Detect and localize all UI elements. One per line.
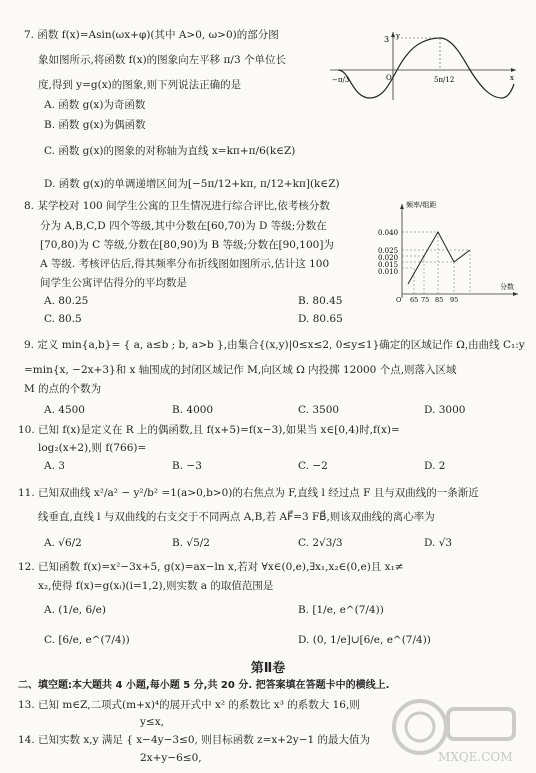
q7-line1: 7. 函数 f(x)=Asin(ωx+φ)(其中 A>0, ω>0)的部分图 (24, 29, 279, 41)
q8-chart-xtick: 95 (450, 296, 459, 303)
q9-option-b: B. 4000 (172, 404, 214, 416)
q8-option-c: C. 80.5 (44, 313, 82, 325)
q7-graph-origin: O (386, 74, 392, 82)
q11-line2: 线垂直,直线 l 与双曲线的右支交于不同两点 A,B,若 AF⃗=3 FB⃗,则该双曲线的离心率为 (38, 511, 435, 523)
q8-option-d: D. 80.65 (298, 313, 343, 325)
q8-chart-ytick: 0.010 (378, 268, 399, 276)
q8-chart-xlabel: 分数 (500, 283, 514, 291)
q14-constraint-1: y≤x, (140, 716, 164, 728)
part-two-heading: 第Ⅱ卷 (250, 661, 286, 676)
q12-option-a: A. (1/e, 6/e) (44, 604, 106, 616)
q8-option-a: A. 80.25 (44, 295, 89, 307)
q11-option-b: B. √5/2 (172, 537, 210, 549)
q10-option-b: B. −3 (172, 460, 202, 472)
q8-chart-ylabel: 频率/组距 (406, 201, 437, 209)
q7-graph-ytick: 3 (384, 35, 390, 44)
q7-graph-xtick-1: −π/3 (332, 76, 350, 84)
q10-option-c: C. −2 (298, 460, 328, 472)
q8-option-b: B. 80.45 (298, 295, 343, 307)
q7-option-c: C. 函数 g(x)的图象的对称轴为直线 x=kπ+π/6(k∈Z) (44, 145, 296, 157)
q7-line3: 度,得到 y=g(x)的图象,则下列说法正确的是 (38, 79, 242, 91)
watermark-logo (378, 687, 528, 767)
q14-text: 14. 已知实数 x,y 满足 { x−4y−3≤0, 则目标函数 z=x+2y−1 的最大值为 (18, 734, 371, 746)
q7-graph-xaxis-label: x (510, 74, 514, 82)
q11-line1: 11. 已知双曲线 x²/a² − y²/b² =1(a>0,b>0)的右焦点为 F,直线 l 经过点 F 且与双曲线的一条渐近 (18, 487, 479, 499)
q10-option-a: A. 3 (44, 460, 65, 472)
q8-chart-xtick: 65 (410, 296, 419, 303)
q10-line2: log₂(x+2),则 f(766)= (38, 442, 147, 454)
q9-option-a: A. 4500 (44, 404, 85, 416)
q12-option-b: B. [1/e, e^(7/4)) (298, 604, 384, 616)
q8-line4: A 等级. 考核评估后,得其频率分布折线图如图所示,估计这 100 (40, 258, 330, 270)
q8-chart-ytick: 0.015 (378, 261, 399, 269)
q10-option-d: D. 2 (424, 460, 446, 472)
q8-chart-ytick: 0.040 (378, 229, 399, 237)
q7-line2: 象如图所示,将函数 f(x)的图象向左平移 π/3 个单位长 (38, 54, 286, 66)
q7-option-a: A. 函数 g(x)为奇函数 (44, 99, 146, 111)
section-heading: 二、填空题:本大题共 4 小题,每小题 5 分,共 20 分. 把答案填在答题卡中的横线上. (18, 680, 390, 691)
q7-option-d: D. 函数 g(x)的单调递增区间为[−5π/12+kπ, π/12+kπ](k∈Z) (44, 178, 340, 190)
q10-line1: 10. 已知 f(x)是定义在 R 上的偶函数,且 f(x+5)=f(x−3),如果当 x∈[0,4)时,f(x)= (18, 424, 400, 436)
q8-chart-xtick: 85 (435, 296, 444, 303)
q8-line1: 8. 某学校对 100 间学生公寓的卫生情况进行综合评比,依考核分数 (24, 200, 330, 212)
q7-option-b: B. 函数 g(x)为偶函数 (44, 119, 146, 131)
q8-frequency-polygon (378, 198, 528, 303)
q9-line1: 9. 定义 min{a,b}= { a, a≤b ; b, a>b },由集合{(x,y)|0≤x≤2, 0≤y≤1}确定的区域记作 Ω,由曲线 C₁:y (24, 339, 525, 351)
q11-option-a: A. √6/2 (44, 537, 82, 549)
q12-line2: x₂,使得 f(x)=g(xᵢ)(i=1,2),则实数 a 的取值范围是 (38, 580, 274, 592)
q7-graph-xtick-2: 5π/12 (434, 76, 455, 84)
q8-chart-ytick: 0.020 (378, 254, 399, 262)
q9-line3: M 的点的个数为 (24, 383, 102, 395)
q13-text: 13. 已知 m∈Z,二项式(m+x)⁴的展开式中 x² 的系数比 x³ 的系数大 16,则 (18, 699, 360, 711)
q12-line1: 12. 已知函数 f(x)=x²−3x+5, g(x)=ax−ln x,若对 ∀x∈(0,e),∃x₁,x₂∈(0,e)且 x₁≠ (18, 561, 404, 573)
q14-constraint-3: 2x+y−6≤0, (140, 752, 202, 764)
q7-sine-graph (330, 30, 520, 102)
q8-chart-origin: O (396, 296, 402, 303)
q8-chart-ytick: 0.025 (378, 247, 399, 255)
q7-graph-yaxis-label: y (396, 32, 400, 40)
q8-chart-xtick: 75 (421, 296, 430, 303)
q12-option-d: D. (0, 1/e]∪[6/e, e^(7/4)) (298, 634, 431, 646)
q9-option-c: C. 3500 (298, 404, 340, 416)
q11-option-c: C. 2√3/3 (298, 537, 343, 549)
q9-line2: =min{x, −2x+3}和 x 轴围成的封闭区域记作 M,向区域 Ω 内投掷 12000 个点,则落入区域 (24, 364, 457, 376)
q12-option-c: C. [6/e, e^(7/4)) (44, 634, 130, 646)
q9-option-d: D. 3000 (424, 404, 466, 416)
watermark-text: MXQE.COM (438, 750, 513, 764)
q8-line3: [70,80)为 C 等级,分数在[80,90)为 B 等级;分数在[90,100]为 (40, 239, 334, 251)
q11-option-d: D. √3 (424, 537, 453, 549)
q8-line2: 分为 A,B,C,D 四个等级,其中分数在[60,70)为 D 等级;分数在 (40, 220, 327, 232)
q8-line5: 间学生公寓评估得分的平均数是 (40, 277, 187, 289)
